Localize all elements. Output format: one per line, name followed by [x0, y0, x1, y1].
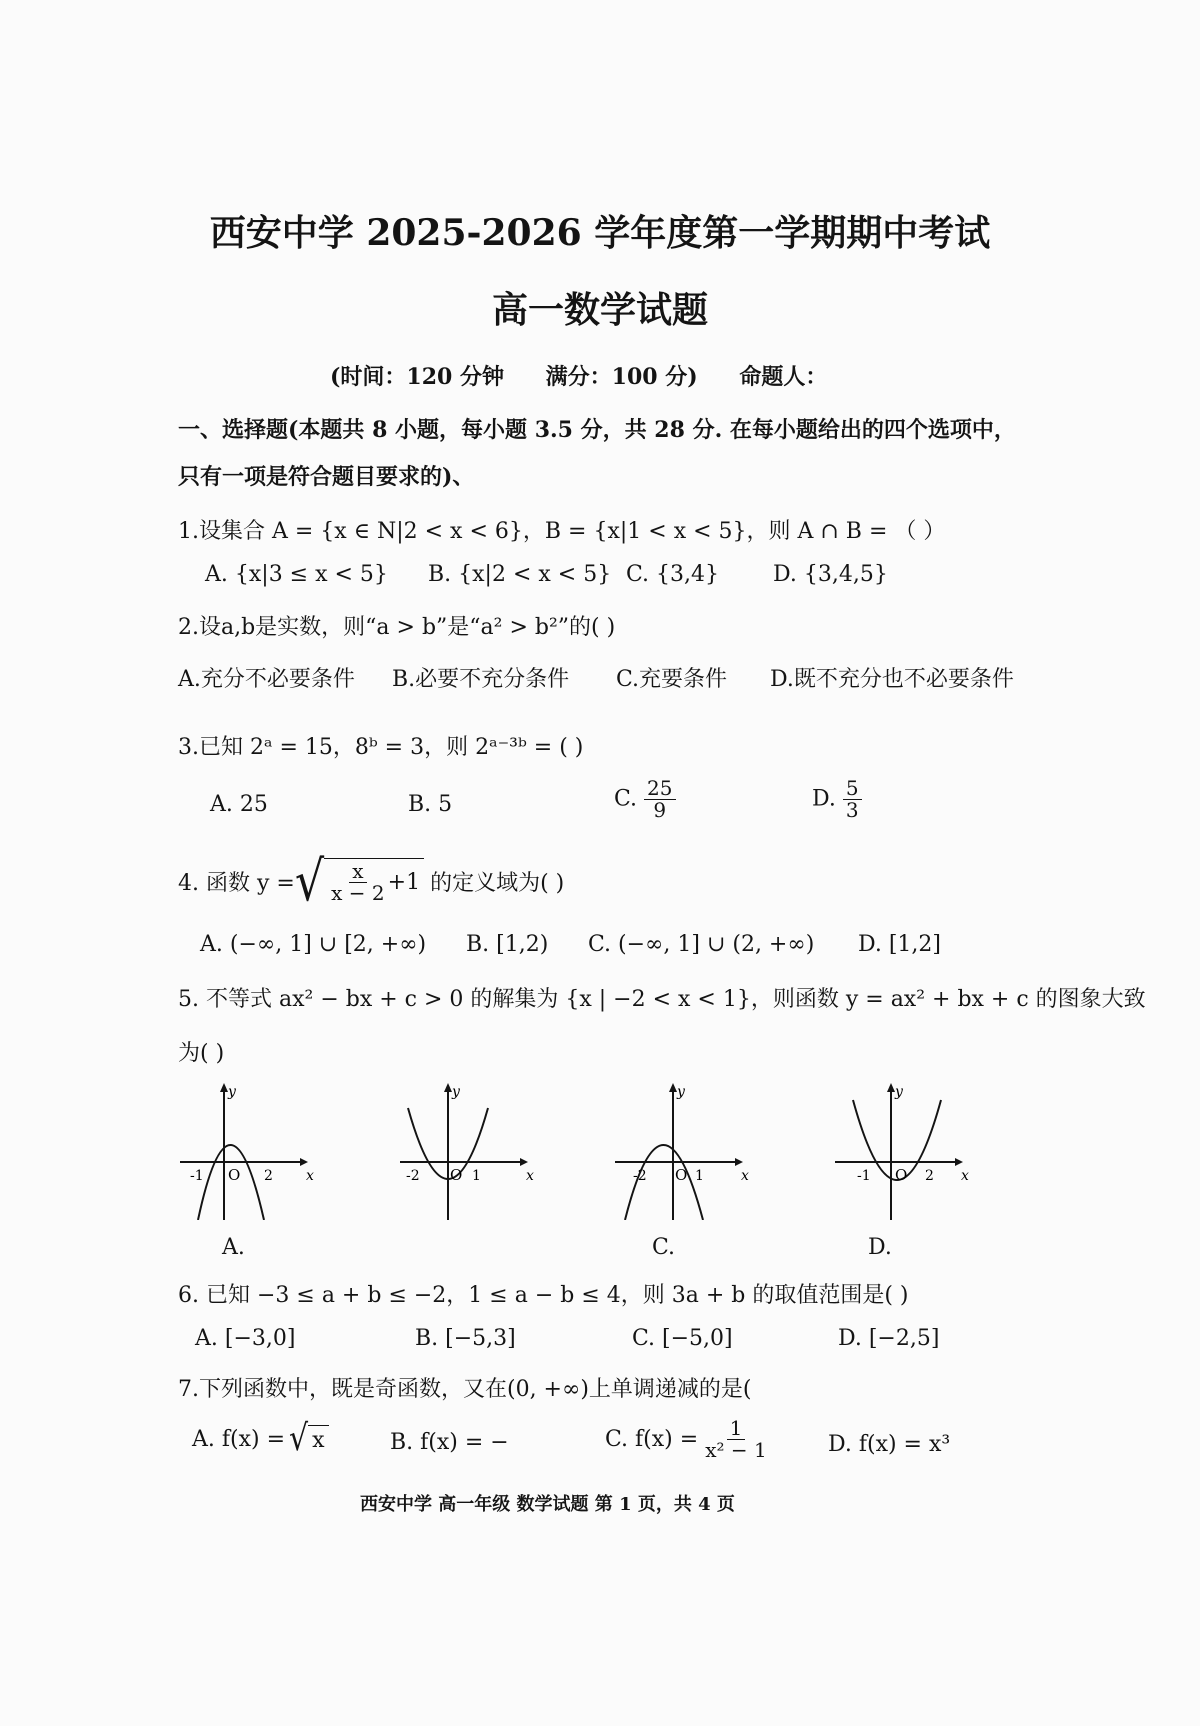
q5-graph-d — [835, 1080, 975, 1220]
y-axis-label: y — [895, 1084, 903, 1100]
q7-option-a — [192, 1417, 329, 1460]
q4-stem — [178, 848, 565, 914]
x-axis-label: x — [961, 1168, 969, 1184]
q5-graph-c — [615, 1080, 755, 1220]
q6-option-a: A. [−3,0] — [195, 1326, 296, 1351]
q7-option-c-prefix: C. f(x) = — [605, 1427, 699, 1452]
q5-graph-a-label: A. — [222, 1235, 245, 1260]
radical-sign-icon: √ — [289, 1417, 309, 1460]
q6-option-b: B. [−5,3] — [415, 1326, 516, 1351]
exam-subtitle: 高一数学试题 — [491, 289, 708, 331]
q3-d-denominator: 3 — [845, 798, 859, 822]
origin-label: O — [228, 1166, 241, 1184]
root-label: 1 — [695, 1168, 704, 1184]
q7-c-numerator: 1 — [727, 1418, 746, 1440]
q3-option-d-label: D. — [812, 786, 836, 812]
y-axis-label: y — [677, 1084, 685, 1100]
root-label: 2 — [264, 1168, 273, 1184]
y-axis-label: y — [452, 1084, 460, 1100]
q1-option-c: C. {3,4} — [626, 562, 720, 587]
q6-option-d: D. [−2,5] — [838, 1326, 940, 1351]
x-axis-label: x — [306, 1168, 314, 1184]
q7-option-c — [605, 1418, 770, 1461]
q3-option-c-fraction — [644, 778, 675, 821]
exam-time: (时间：120 分钟 — [330, 364, 504, 390]
section-heading-line1: 一、选择题(本题共 8 小题，每小题 3.5 分，共 28 分. 在每小题给出的四个选项中， — [178, 417, 1016, 443]
q2-option-d: D.既不充分也不必要条件 — [770, 667, 1014, 692]
x-axis-label: x — [741, 1168, 749, 1184]
root-label: 2 — [925, 1168, 934, 1184]
root-label: -2 — [406, 1168, 420, 1184]
x-axis-label: x — [526, 1168, 534, 1184]
q3-stem: 3.已知 2ᵃ = 15，8ᵇ = 3，则 2ᵃ⁻³ᵇ = ( ) — [178, 735, 584, 760]
q7-option-a-radicand: x — [308, 1425, 328, 1453]
exam-title: 西安中学 2025-2026 学年度第一学期期中考试 — [209, 212, 991, 254]
root-label: -2 — [633, 1168, 647, 1184]
q3-c-numerator: 25 — [644, 778, 675, 800]
q4-fraction — [328, 861, 387, 904]
q5-graph-c-label: C. — [652, 1235, 676, 1260]
q2-option-c: C.充要条件 — [616, 667, 728, 692]
root-label: -1 — [857, 1168, 871, 1184]
q2-option-a: A.充分不必要条件 — [178, 667, 355, 692]
q4-numerator: x — [349, 861, 366, 883]
q3-option-c — [614, 778, 676, 821]
q7-option-b: B. f(x) = − — [390, 1430, 509, 1455]
radical-sign-icon: √ — [294, 848, 325, 914]
q1-stem: 1.设集合 A = {x ∈ N|2 < x < 6}，B = {x|1 < x < 5}，则 A ∩ B = （ ） — [178, 519, 946, 544]
q6-option-c: C. [−5,0] — [632, 1326, 733, 1351]
q7-stem: 7.下列函数中，既是奇函数，又在(0, +∞)上单调递减的是( — [178, 1377, 752, 1402]
q7-option-d: D. f(x) = x³ — [828, 1432, 951, 1457]
q2-stem: 2.设a,b是实数，则“a > b”是“a² > b²”的( ) — [178, 615, 616, 640]
q3-option-c-label: C. — [614, 786, 638, 812]
q4-option-d: D. [1,2] — [858, 932, 941, 957]
q7-option-c-fraction — [702, 1418, 770, 1461]
q1-option-d: D. {3,4,5} — [773, 562, 888, 587]
q7-option-a-radical — [289, 1417, 329, 1460]
root-label: 1 — [472, 1168, 481, 1184]
q5-graph-d-label: D. — [868, 1235, 892, 1260]
section-heading-line2: 只有一项是符合题目要求的)、 — [178, 464, 475, 490]
q3-option-d-fraction — [843, 778, 862, 821]
q4-denominator: x − 2 — [331, 881, 385, 905]
q6-stem: 6. 已知 −3 ≤ a + b ≤ −2，1 ≤ a − b ≤ 4，则 3a + b 的取值范围是( ) — [178, 1283, 909, 1308]
origin-label: O — [895, 1166, 908, 1184]
q5-stem-line1: 5. 不等式 ax² − bx + c > 0 的解集为 {x | −2 < x < 1}，则函数 y = ax² + bx + c 的图象大致 — [178, 987, 1146, 1012]
q3-option-a: A. 25 — [210, 792, 268, 817]
exam-meta — [330, 360, 861, 391]
q3-c-denominator: 9 — [653, 798, 667, 822]
q4-stem-suffix: 的定义域为( ) — [430, 870, 565, 896]
exam-score: 满分：100 分) — [545, 364, 698, 390]
q4-radical — [294, 848, 424, 914]
q7-option-a-prefix: A. f(x) = — [192, 1426, 286, 1452]
page-footer: 西安中学 高一年级 数学试题 第 1 页，共 4 页 — [360, 1494, 735, 1515]
q1-option-a: A. {x|3 ≤ x < 5} — [205, 562, 388, 587]
q5-graph-b — [400, 1080, 540, 1220]
q4-option-c: C. (−∞, 1] ∪ (2, +∞) — [588, 932, 815, 957]
origin-label: O — [450, 1166, 463, 1184]
q4-stem-prefix: 4. 函数 y = — [178, 870, 295, 896]
q4-radical-body — [324, 858, 424, 904]
q1-option-b: B. {x|2 < x < 5} — [428, 562, 612, 587]
q4-plus-one: +1 — [387, 870, 421, 895]
q7-c-denominator: x² − 1 — [705, 1438, 767, 1462]
q4-option-b: B. [1,2) — [466, 932, 549, 957]
y-axis-label: y — [228, 1084, 236, 1100]
q4-option-a: A. (−∞, 1] ∪ [2, +∞) — [200, 932, 427, 957]
q5-stem-line2: 为( ) — [178, 1041, 225, 1066]
q3-option-d — [812, 778, 862, 821]
root-label: -1 — [190, 1168, 204, 1184]
q5-graph-a — [180, 1080, 320, 1220]
exam-author: 命题人： — [739, 364, 828, 390]
q2-option-b: B.必要不充分条件 — [392, 667, 570, 692]
q3-d-numerator: 5 — [843, 778, 862, 800]
origin-label: O — [675, 1166, 688, 1184]
q3-option-b: B. 5 — [408, 792, 453, 817]
